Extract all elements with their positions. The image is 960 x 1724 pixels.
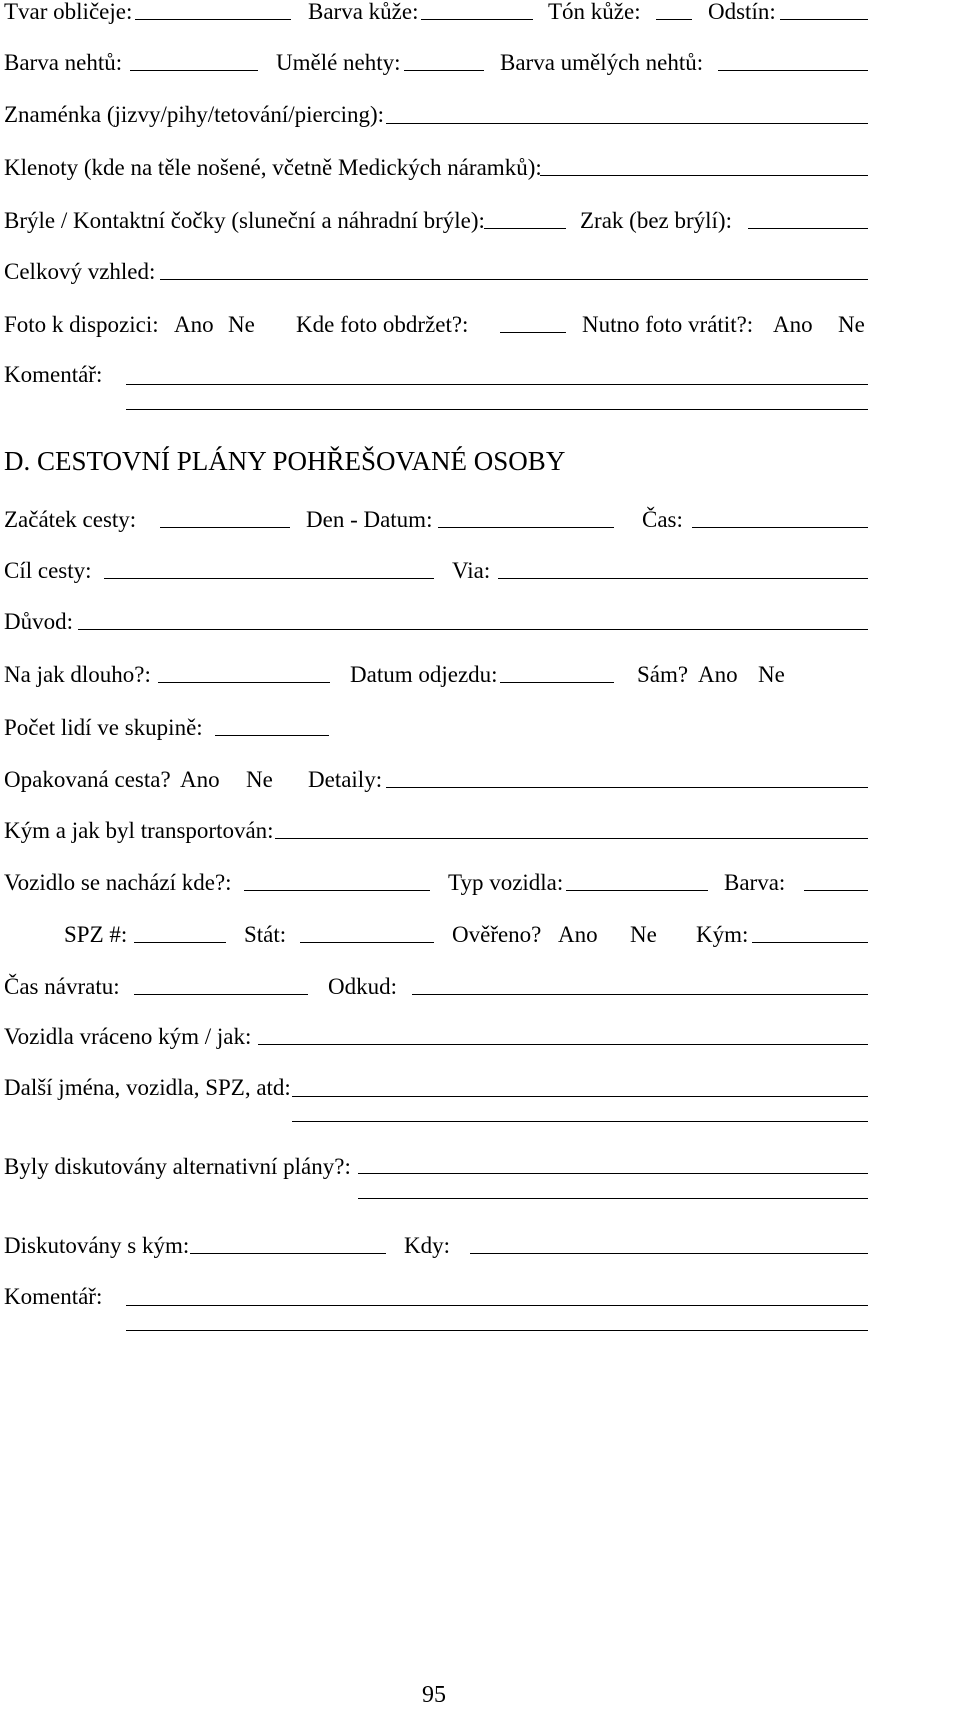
discussed-with-field[interactable] [190, 1253, 386, 1254]
destination-field[interactable] [104, 578, 434, 579]
appearance-comment-line-2[interactable] [126, 409, 868, 410]
photo-where-label: Kde foto obdržet?: [296, 312, 469, 337]
other-names-label: Další jména, vozidla, SPZ, atd: [4, 1075, 291, 1100]
alt-plans-line-2[interactable] [358, 1198, 868, 1199]
photo-return-no[interactable]: Ne [838, 312, 865, 337]
state-field[interactable] [300, 942, 434, 943]
photo-available-no[interactable]: Ne [228, 312, 255, 337]
verified-label: Ověřeno? [452, 922, 542, 947]
marks-field[interactable] [386, 123, 868, 124]
alone-no[interactable]: Ne [758, 662, 785, 687]
group-size-field[interactable] [215, 735, 329, 736]
photo-available-label: Foto k dispozici: [4, 312, 159, 337]
reason-field[interactable] [78, 629, 868, 630]
transported-by-field[interactable] [275, 838, 868, 839]
nail-color-field[interactable] [130, 70, 258, 71]
departure-date-label: Datum odjezdu: [350, 662, 498, 687]
vehicle-type-field[interactable] [566, 890, 708, 891]
from-where-field[interactable] [412, 994, 868, 995]
vehicle-color-label: Barva: [724, 870, 786, 895]
vision-field[interactable] [748, 228, 868, 229]
glasses-field[interactable] [484, 228, 566, 229]
shade-field[interactable] [780, 19, 868, 20]
destination-label: Cíl cesty: [4, 558, 92, 583]
plate-field[interactable] [134, 942, 226, 943]
alone-label: Sám? [637, 662, 689, 687]
return-time-field[interactable] [134, 994, 308, 995]
transported-by-label: Kým a jak byl transportován: [4, 818, 274, 843]
details-label: Detaily: [308, 767, 383, 792]
shade-label: Odstín: [708, 0, 776, 24]
skin-tone-field[interactable] [656, 19, 692, 20]
departure-date-field[interactable] [500, 682, 614, 683]
photo-return-label: Nutno foto vrátit?: [582, 312, 754, 337]
marks-label: Znaménka (jizvy/pihy/tetování/piercing): [4, 102, 385, 127]
overall-look-field[interactable] [160, 279, 868, 280]
discussed-with-label: Diskutovány s kým: [4, 1233, 190, 1258]
skin-color-label: Barva kůže: [308, 0, 419, 24]
via-field[interactable] [498, 578, 868, 579]
verified-by-label: Kým: [696, 922, 749, 947]
when-label: Kdy: [404, 1233, 450, 1258]
travel-comment-line-2[interactable] [126, 1330, 868, 1331]
day-date-field[interactable] [438, 527, 614, 528]
vehicle-location-field[interactable] [244, 890, 430, 891]
jewelry-field[interactable] [540, 175, 868, 176]
artificial-nail-color-field[interactable] [718, 70, 868, 71]
jewelry-label: Klenoty (kde na těle nošené, včetně Medických náramků): [4, 155, 542, 180]
overall-look-label: Celkový vzhled: [4, 259, 156, 284]
plate-label: SPZ #: [64, 922, 128, 947]
appearance-comment-line-1[interactable] [126, 384, 868, 385]
skin-color-field[interactable] [421, 19, 533, 20]
time-label: Čas: [642, 507, 683, 532]
day-date-label: Den - Datum: [306, 507, 433, 532]
artificial-nails-field[interactable] [404, 70, 484, 71]
alt-plans-line-1[interactable] [358, 1173, 868, 1174]
vehicle-returned-field[interactable] [258, 1044, 868, 1045]
group-size-label: Počet lidí ve skupině: [4, 715, 203, 740]
verified-no[interactable]: Ne [630, 922, 657, 947]
artificial-nail-color-label: Barva umělých nehtů: [500, 50, 704, 75]
glasses-label: Brýle / Kontaktní čočky (sluneční a náhradní brýle): [4, 208, 485, 233]
photo-where-field[interactable] [500, 332, 566, 333]
via-label: Via: [452, 558, 491, 583]
verified-by-field[interactable] [752, 942, 868, 943]
photo-available-yes[interactable]: Ano [174, 312, 214, 337]
return-time-label: Čas návratu: [4, 974, 120, 999]
section-heading: D. CESTOVNÍ PLÁNY POHŘEŠOVANÉ OSOBY [4, 446, 566, 476]
vehicle-location-label: Vozidlo se nachází kde?: [4, 870, 232, 895]
time-field[interactable] [692, 527, 868, 528]
reason-label: Důvod: [4, 609, 73, 634]
from-where-label: Odkud: [328, 974, 397, 999]
photo-return-yes[interactable]: Ano [773, 312, 813, 337]
vehicle-type-label: Typ vozidla: [448, 870, 564, 895]
trip-start-field[interactable] [160, 527, 290, 528]
repeated-trip-yes[interactable]: Ano [180, 767, 220, 792]
face-shape-label: Tvar obličeje: [4, 0, 133, 24]
how-long-field[interactable] [158, 682, 330, 683]
page-number: 95 [422, 1682, 446, 1708]
skin-tone-label: Tón kůže: [548, 0, 641, 24]
appearance-comment-label: Komentář: [4, 362, 103, 387]
travel-comment-line-1[interactable] [126, 1305, 868, 1306]
face-shape-field[interactable] [135, 19, 291, 20]
other-names-line-2[interactable] [292, 1121, 868, 1122]
nail-color-label: Barva nehtů: [4, 50, 123, 75]
state-label: Stát: [244, 922, 287, 947]
when-field[interactable] [470, 1253, 868, 1254]
vision-label: Zrak (bez brýlí): [580, 208, 732, 233]
verified-yes[interactable]: Ano [558, 922, 598, 947]
vehicle-color-field[interactable] [804, 890, 868, 891]
repeated-trip-label: Opakovaná cesta? [4, 767, 171, 792]
how-long-label: Na jak dlouho?: [4, 662, 151, 687]
details-field[interactable] [386, 787, 868, 788]
trip-start-label: Začátek cesty: [4, 507, 137, 532]
vehicle-returned-label: Vozidla vráceno kým / jak: [4, 1024, 252, 1049]
alone-yes[interactable]: Ano [698, 662, 738, 687]
repeated-trip-no[interactable]: Ne [246, 767, 273, 792]
travel-comment-label: Komentář: [4, 1284, 103, 1309]
other-names-line-1[interactable] [292, 1096, 868, 1097]
alt-plans-label: Byly diskutovány alternativní plány?: [4, 1154, 351, 1179]
artificial-nails-label: Umělé nehty: [276, 50, 401, 75]
